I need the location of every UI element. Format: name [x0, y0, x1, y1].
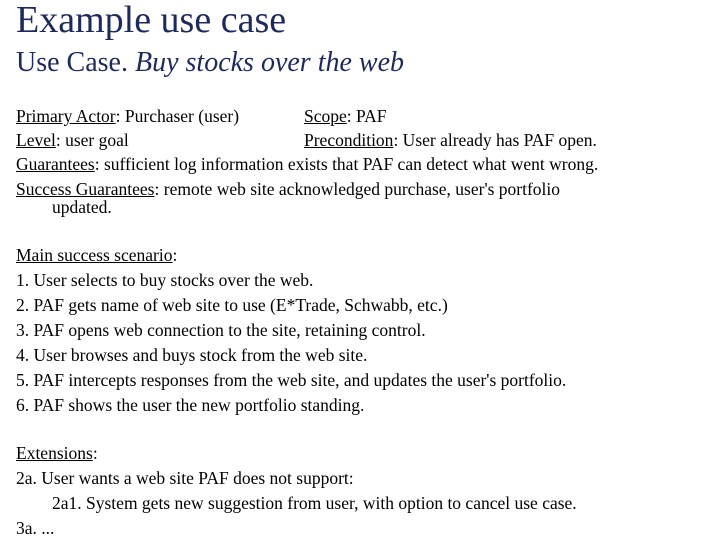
extensions-heading [16, 441, 98, 465]
main-scenario-label: Main success scenario [16, 245, 173, 265]
guarantees-line [16, 152, 598, 176]
scope-label: Scope [304, 106, 347, 126]
success-guarantees-value: : remote web site acknowledged purchase, user's portfolio [154, 179, 561, 199]
extension-item: 2a. User wants a web site PAF does not support: [16, 468, 354, 488]
primary-actor-value: : Purchaser (user) [115, 106, 240, 126]
main-scenario-suffix: : [172, 245, 178, 265]
scenario-step: 6. PAF shows the user the new portfolio standing. [16, 395, 365, 415]
primary-actor-label: Primary Actor [16, 106, 116, 126]
scenario-step: 1. User selects to buy stocks over the web. [16, 270, 314, 290]
precondition-line [304, 128, 597, 152]
precondition-label: Precondition [304, 130, 394, 150]
scenario-step: 2. PAF gets name of web site to use (E*Trade, Schwabb, etc.) [16, 295, 448, 315]
guarantees-label: Guarantees [16, 154, 95, 174]
main-scenario-heading [16, 243, 177, 267]
scenario-step: 3. PAF opens web connection to the site, retaining control. [16, 320, 426, 340]
level-line [16, 128, 129, 152]
slide-subtitle [16, 46, 404, 80]
precondition-value: : User already has PAF open. [393, 130, 597, 150]
level-value: : user goal [55, 130, 129, 150]
level-label: Level [16, 130, 56, 150]
extensions-suffix: : [92, 443, 98, 463]
guarantees-value: : sufficient log information exists that PAF can detect what went wrong. [94, 154, 599, 174]
scenario-step: 5. PAF intercepts responses from the web site, and updates the user's portfolio. [16, 370, 567, 390]
success-guarantees-continuation: updated. [52, 197, 112, 217]
slide-title: Example use case [16, 0, 287, 41]
extensions-label: Extensions [16, 443, 93, 463]
extension-item: 3a. ... [16, 518, 55, 538]
scope-line [304, 104, 387, 128]
success-guarantees-label: Success Guarantees [16, 179, 155, 199]
extension-subitem: 2a1. System gets new suggestion from user, with option to cancel use case. [52, 493, 577, 513]
scope-value: : PAF [346, 106, 387, 126]
subtitle-prefix: Use Case. [16, 47, 135, 78]
use-case-name: Buy stocks over the web [134, 47, 405, 78]
scenario-step: 4. User browses and buys stock from the web site. [16, 345, 368, 365]
primary-actor-line [16, 104, 239, 128]
